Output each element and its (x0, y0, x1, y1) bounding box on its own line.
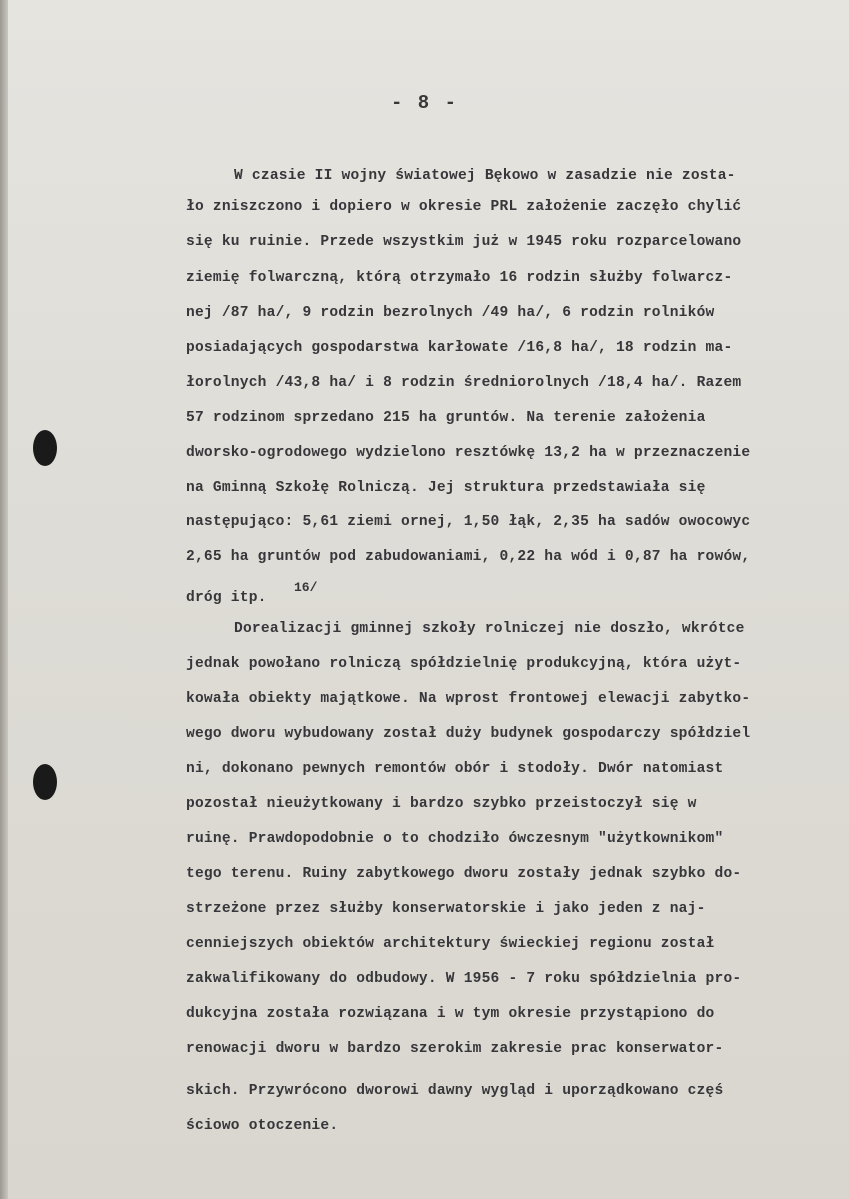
text-line: jednak powołano rolniczą spółdzielnię produkcyjną, która użyt- (186, 656, 742, 672)
page-edge-shadow (0, 0, 8, 1199)
text-line: wego dworu wybudowany został duży budynek gospodarczy spółdziel (186, 726, 751, 742)
text-line: skich. Przywrócono dworowi dawny wygląd i uporządkowano częś (186, 1083, 724, 1099)
text-line: tego terenu. Ruiny zabytkowego dworu zostały jednak szybko do- (186, 866, 742, 882)
text-line: łorolnych /43,8 ha/ i 8 rodzin średniorolnych /18,4 ha/. Razem (186, 375, 742, 391)
footnote-reference: 16/ (294, 580, 318, 595)
text-line: W czasie II wojny światowej Bękowo w zasadzie nie zosta- (234, 168, 736, 184)
text-line: następująco: 5,61 ziemi ornej, 1,50 łąk, 2,35 ha sadów owocowyc (186, 514, 751, 530)
text-line: renowacji dworu w bardzo szerokim zakresie prac konserwator- (186, 1041, 724, 1057)
text-line: ni, dokonano pewnych remontów obór i stodoły. Dwór natomiast (186, 761, 724, 777)
text-line: ło zniszczono i dopiero w okresie PRL założenie zaczęło chylić (186, 199, 742, 215)
text-line: na Gminną Szkołę Rolniczą. Jej struktura przedstawiała się (186, 480, 706, 496)
punch-hole-bottom (33, 764, 57, 800)
text-line: ziemię folwarczną, którą otrzymało 16 rodzin służby folwarcz- (186, 270, 733, 286)
text-line: Dorealizacji gminnej szkoły rolniczej nie doszło, wkrótce (234, 621, 745, 637)
text-line: kowała obiekty majątkowe. Na wprost frontowej elewacji zabytko- (186, 691, 751, 707)
text-line: ruinę. Prawdopodobnie o to chodziło ówczesnym "użytkownikom" (186, 831, 724, 847)
page-number: - 8 - (390, 92, 458, 114)
text-line: się ku ruinie. Przede wszystkim już w 1945 roku rozparcelowano (186, 234, 742, 250)
text-line: strzeżone przez służby konserwatorskie i jako jeden z naj- (186, 901, 706, 917)
text-line: dukcyjna została rozwiązana i w tym okresie przystąpiono do (186, 1006, 715, 1022)
punch-hole-top (33, 430, 57, 466)
text-line: nej /87 ha/, 9 rodzin bezrolnych /49 ha/, 6 rodzin rolników (186, 305, 715, 321)
text-line: 2,65 ha gruntów pod zabudowaniami, 0,22 ha wód i 0,87 ha rowów, (186, 549, 751, 565)
text-line: pozostał nieużytkowany i bardzo szybko przeistoczył się w (186, 796, 697, 812)
text-line: dworsko-ogrodowego wydzielono resztówkę 13,2 ha w przeznaczenie (186, 445, 751, 461)
text-line: posiadających gospodarstwa karłowate /16,8 ha/, 18 rodzin ma- (186, 340, 733, 356)
text-line: zakwalifikowany do odbudowy. W 1956 - 7 roku spółdzielnia pro- (186, 971, 742, 987)
text-line: dróg itp. (186, 590, 267, 606)
text-line: cenniejszych obiektów architektury świeckiej regionu został (186, 936, 715, 952)
text-line: ściowo otoczenie. (186, 1118, 339, 1134)
text-line: 57 rodzinom sprzedano 215 ha gruntów. Na terenie założenia (186, 410, 706, 426)
